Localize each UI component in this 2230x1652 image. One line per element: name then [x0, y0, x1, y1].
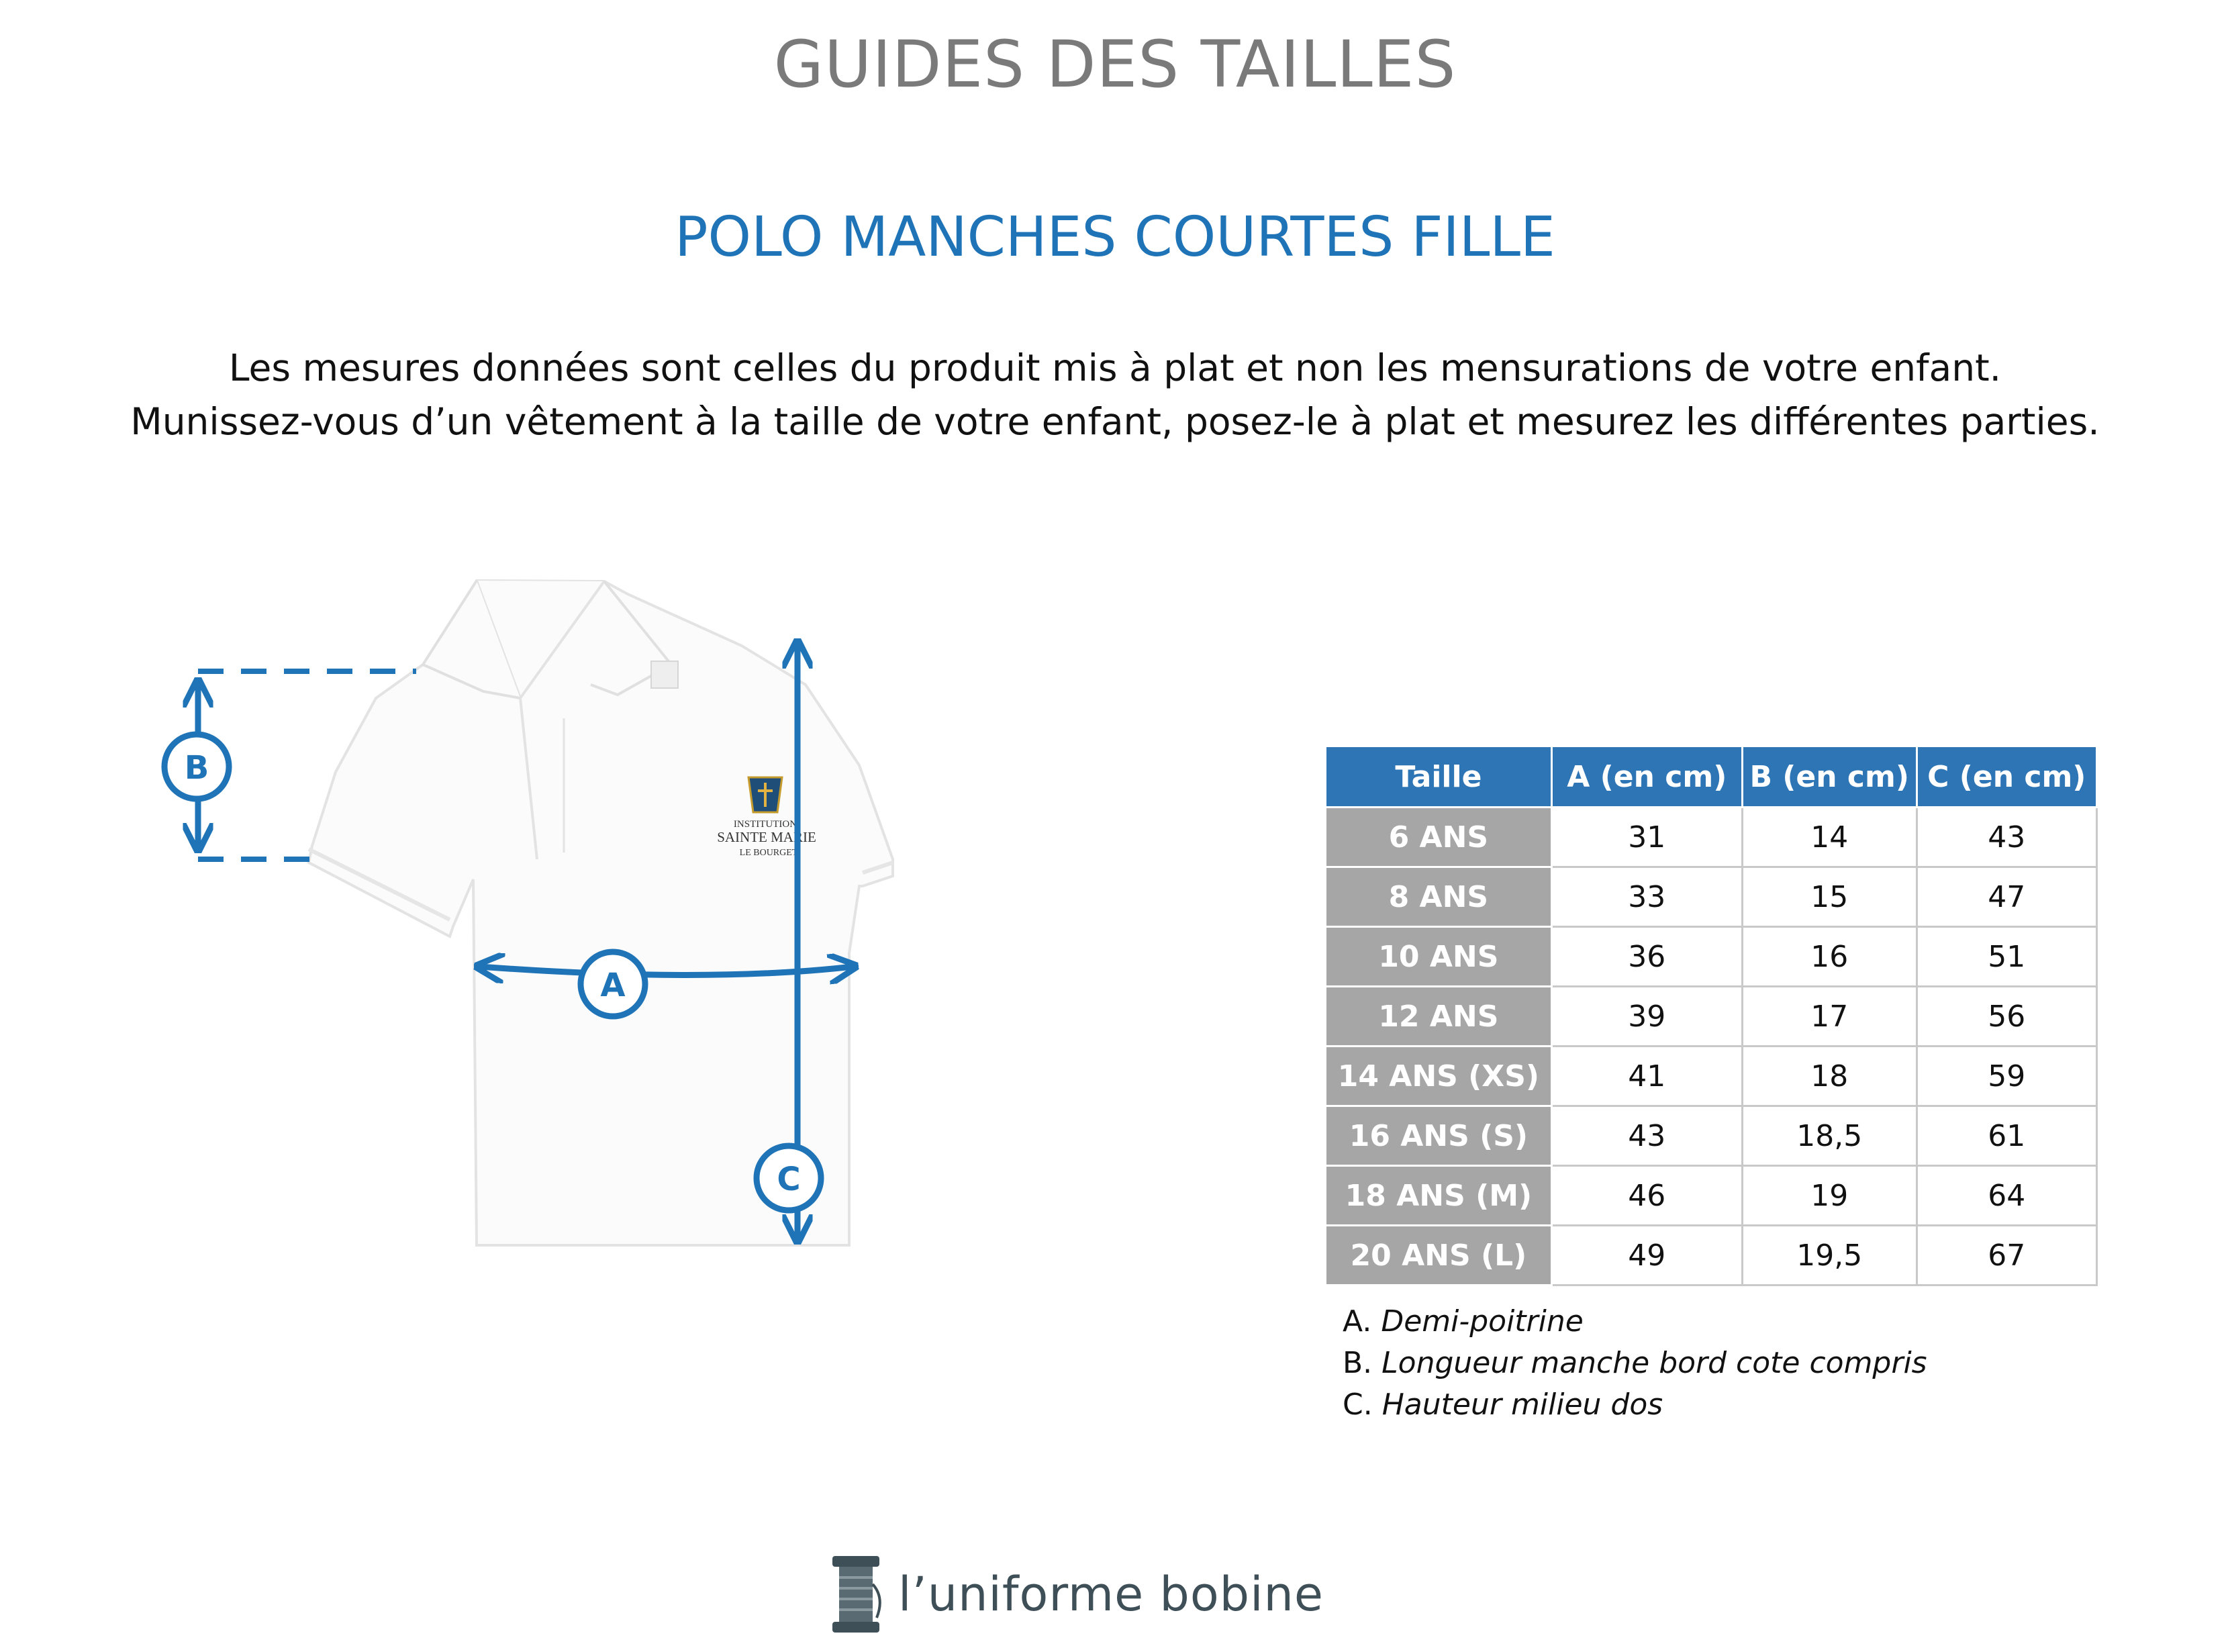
brand-name: l’uniforme bobine [898, 1567, 1324, 1622]
value-cell-b: 16 [1742, 927, 1917, 987]
value-cell-b: 19,5 [1742, 1226, 1917, 1285]
measurement-legend [1343, 1301, 1927, 1426]
size-cell: 18 ANS (M) [1326, 1166, 1552, 1226]
badge-line-2: SAINTE MARIE [717, 829, 816, 845]
value-cell-c: 56 [1917, 987, 2096, 1047]
size-cell: 8 ANS [1326, 867, 1552, 927]
value-cell-c: 61 [1917, 1106, 2096, 1166]
polo-shirt-illustration [309, 581, 893, 1245]
legend-key: B. [1343, 1346, 1373, 1380]
legend-key: A. [1343, 1304, 1372, 1339]
value-cell-a: 33 [1551, 867, 1742, 927]
legend-item [1343, 1343, 1927, 1384]
badge-line-3: LE BOURGET [739, 848, 798, 858]
table-row [1326, 1047, 2097, 1106]
value-cell-a: 39 [1551, 987, 1742, 1047]
thread-spool-icon [826, 1551, 886, 1638]
size-cell: 10 ANS [1326, 927, 1552, 987]
legend-item [1343, 1384, 1927, 1426]
value-cell-c: 43 [1917, 808, 2096, 867]
value-cell-c: 47 [1917, 867, 2096, 927]
legend-item [1343, 1301, 1927, 1343]
header-b: B (en cm) [1742, 746, 1917, 808]
value-cell-c: 51 [1917, 927, 2096, 987]
page-title: GUIDES DES TAILLES [773, 27, 1457, 102]
value-cell-b: 15 [1742, 867, 1917, 927]
marker-c-label: C [777, 1161, 801, 1198]
size-cell: 6 ANS [1326, 808, 1552, 867]
legend-text: Demi-poitrine [1381, 1304, 1584, 1339]
table-row [1326, 867, 2097, 927]
value-cell-b: 14 [1742, 808, 1917, 867]
size-table [1324, 745, 2098, 1286]
header-c: C (en cm) [1917, 746, 2096, 808]
header-a: A (en cm) [1551, 746, 1742, 808]
marker-a-label: A [600, 967, 626, 1004]
brand-logo [826, 1551, 1324, 1638]
legend-text: Hauteur milieu dos [1381, 1388, 1663, 1422]
table-row [1326, 927, 2097, 987]
table-header-row [1326, 746, 2097, 808]
intro-line-2: Munissez-vous d’un vêtement à la taille de votre enfant, posez-le à plat et mesurez les différentes parties. [130, 400, 2100, 443]
value-cell-b: 19 [1742, 1166, 1917, 1226]
value-cell-a: 46 [1551, 1166, 1742, 1226]
value-cell-a: 43 [1551, 1106, 1742, 1166]
table-row [1326, 1106, 2097, 1166]
value-cell-b: 17 [1742, 987, 1917, 1047]
legend-text: Longueur manche bord cote compris [1381, 1346, 1927, 1380]
value-cell-c: 59 [1917, 1047, 2096, 1106]
value-cell-a: 49 [1551, 1226, 1742, 1285]
intro-line-1: Les mesures données sont celles du produit mis à plat et non les mensurations de votre enfant. [228, 346, 2002, 389]
value-cell-a: 41 [1551, 1047, 1742, 1106]
size-cell: 12 ANS [1326, 987, 1552, 1047]
value-cell-a: 36 [1551, 927, 1742, 987]
header-size: Taille [1326, 746, 1552, 808]
size-cell: 20 ANS (L) [1326, 1226, 1552, 1285]
value-cell-c: 64 [1917, 1166, 2096, 1226]
marker-b-label: B [184, 749, 209, 787]
value-cell-b: 18 [1742, 1047, 1917, 1106]
table-row [1326, 808, 2097, 867]
legend-key: C. [1343, 1388, 1373, 1422]
polo-measurement-diagram [134, 564, 1108, 1410]
value-cell-b: 18,5 [1742, 1106, 1917, 1166]
intro-text [0, 341, 2230, 448]
table-row [1326, 1166, 2097, 1226]
value-cell-a: 31 [1551, 808, 1742, 867]
table-row [1326, 1226, 2097, 1285]
value-cell-c: 67 [1917, 1226, 2096, 1285]
size-cell: 14 ANS (XS) [1326, 1047, 1552, 1106]
badge-line-1: INSTITUTION [733, 819, 797, 830]
product-title: POLO MANCHES COURTES FILLE [675, 205, 1555, 269]
size-cell: 16 ANS (S) [1326, 1106, 1552, 1166]
table-row [1326, 987, 2097, 1047]
